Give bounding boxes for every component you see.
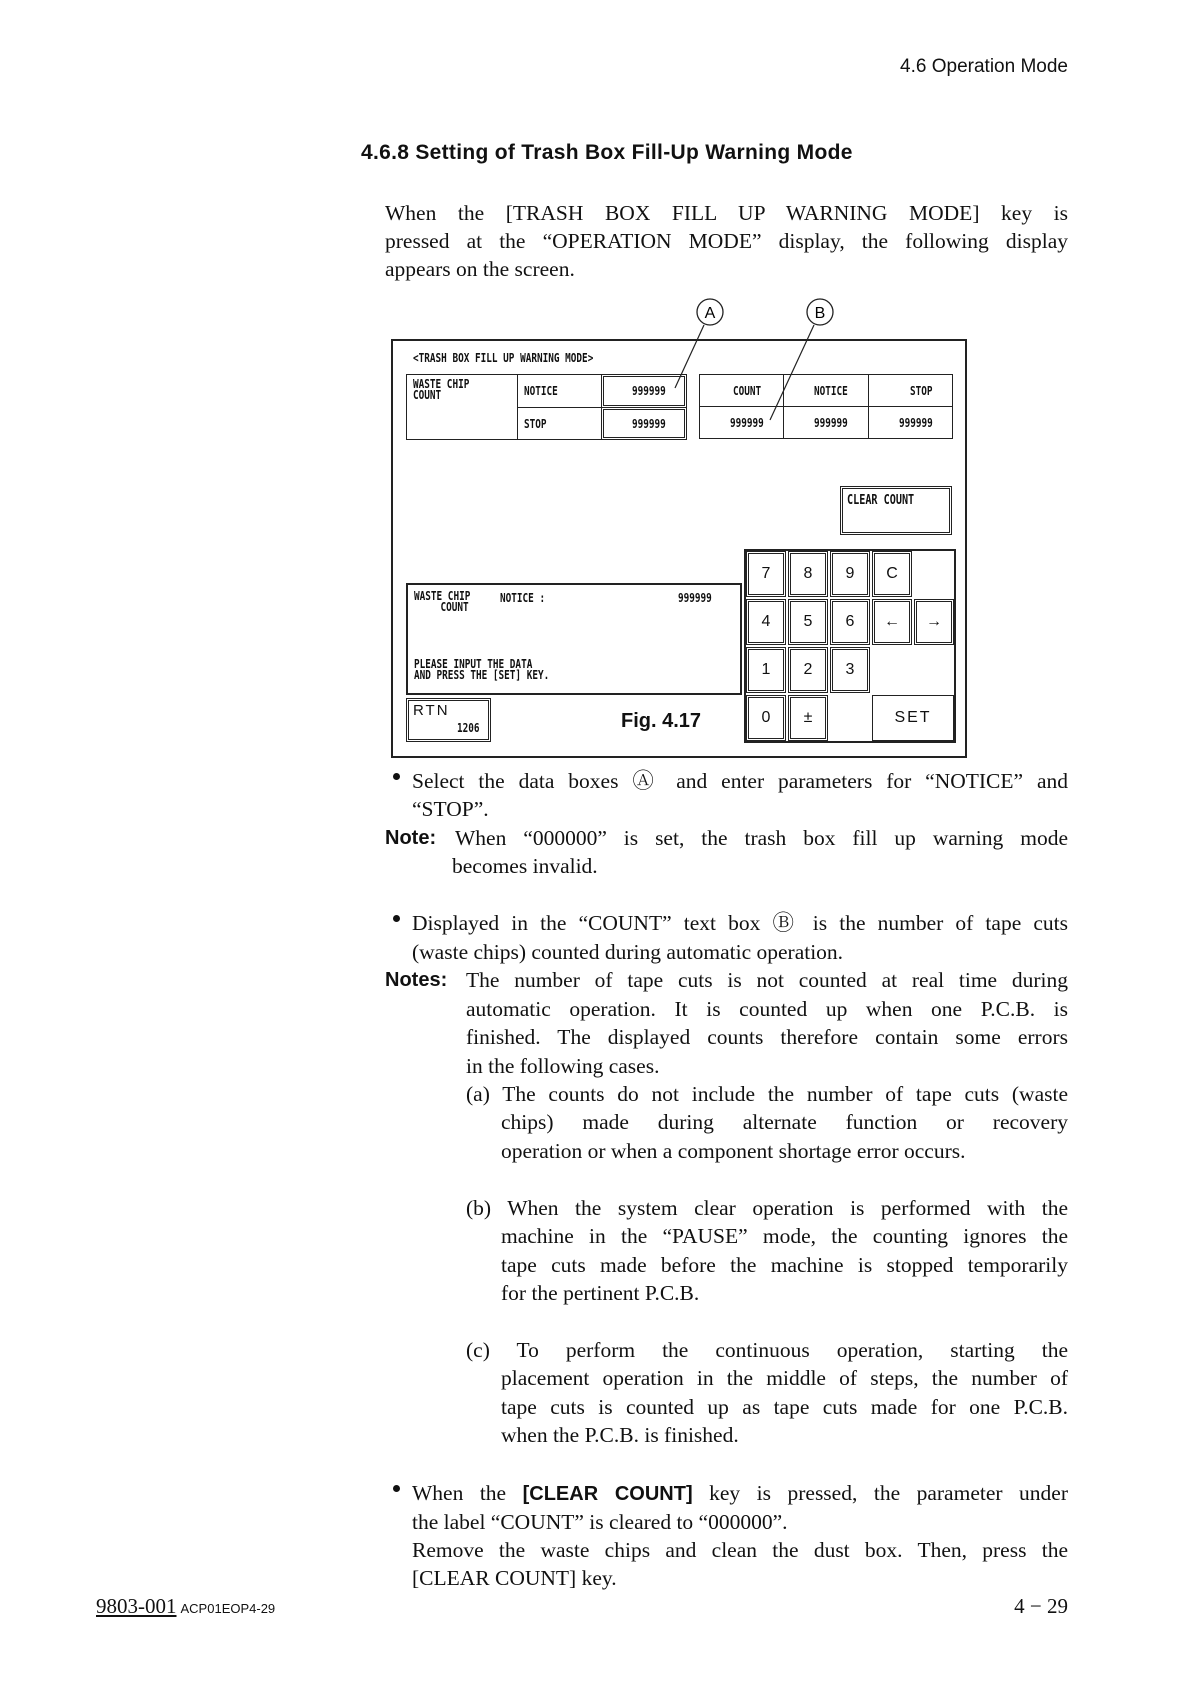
case-a-line: chips) made during alternate function or recovery (501, 1110, 1068, 1134)
intro-line: appears on the screen. (385, 257, 575, 281)
footer-doc: 9803-001 ACP01EOP4-29 (96, 1594, 276, 1618)
label-waste-chip: WASTE CHIP (413, 377, 470, 391)
case-a-line: operation or when a component shortage error occurs. (501, 1139, 966, 1163)
section-heading: 4.6.8 Setting of Trash Box Fill-Up Warning Mode (361, 141, 853, 164)
notes-line: finished. The displayed counts therefore contain some errors (466, 1025, 1068, 1049)
callout-b-label: B (814, 305, 826, 322)
key-9[interactable]: 9 (830, 551, 870, 597)
bullet2-line: (waste chips) counted during automatic operation. (412, 940, 844, 964)
key-0[interactable]: 0 (746, 695, 786, 741)
key-left-arrow[interactable]: ← (872, 599, 912, 645)
notes-line: automatic operation. It is counted up when one P.C.B. is (466, 997, 1068, 1021)
prompt-line: AND PRESS THE [SET] KEY. (414, 668, 550, 682)
intro-line: When the [TRASH BOX FILL UP WARNING MODE] key is (385, 201, 1068, 225)
set-button[interactable]: SET (872, 695, 954, 741)
note-line: becomes invalid. (452, 854, 598, 878)
screen-title: <TRASH BOX FILL UP WARNING MODE> (413, 351, 594, 365)
key-6[interactable]: 6 (830, 599, 870, 645)
key-plus-minus[interactable]: ± (788, 695, 828, 741)
case-b-line: for the pertinent P.C.B. (501, 1281, 700, 1305)
bullet2-line: Displayed in the “COUNT” text box Ⓑ is the number of tape cuts (412, 911, 1068, 935)
intro-line: pressed at the “OPERATION MODE” display, the following display (385, 229, 1068, 253)
label-count: COUNT (413, 388, 442, 402)
waste-chip-count-label-cell (406, 374, 518, 440)
bullet-icon (393, 915, 400, 922)
notes-line: The number of tape cuts is not counted at real time during (466, 968, 1068, 992)
key-5[interactable]: 5 (788, 599, 828, 645)
bullet1-line: “STOP”. (412, 797, 489, 821)
notice-label-cell: NOTICE (517, 374, 602, 408)
key-1[interactable]: 1 (746, 647, 786, 693)
key-7[interactable]: 7 (746, 551, 786, 597)
page-number: 4 − 29 (1014, 1594, 1068, 1618)
key-right-arrow[interactable]: → (914, 599, 954, 645)
bullet1-line: Select the data boxes Ⓐ and enter parameters for “NOTICE” and (412, 769, 1068, 793)
case-c-line: (c) To perform the continuous operation, starting the (466, 1338, 1068, 1362)
bullet-icon (393, 773, 400, 780)
bullet-icon (393, 1485, 400, 1492)
remove-line: [CLEAR COUNT] key. (412, 1566, 617, 1590)
stop-label-cell: STOP (517, 407, 602, 440)
case-a-line: (a) The counts do not include the number of tape cuts (waste (466, 1082, 1068, 1106)
message-value: 999999 (678, 591, 712, 605)
count-value: 999999 (699, 406, 784, 439)
note-line: When “000000” is set, the trash box fill up warning mode (455, 826, 1068, 850)
message-box: WASTE CHIP COUNT NOTICE : 999999 PLEASE INPUT THE DATA AND PRESS THE [SET] KEY. (406, 583, 742, 695)
count-header: COUNT (699, 374, 784, 407)
notes-label: Notes: (385, 969, 448, 991)
message-field: NOTICE : (500, 591, 546, 605)
stop-header: STOP (868, 374, 953, 407)
case-c-line: placement operation in the middle of steps, the number of (501, 1366, 1068, 1390)
case-b-line: tape cuts made before the machine is stopped temporarily (501, 1253, 1068, 1277)
bullet3-line: When the [CLEAR COUNT] key is pressed, the parameter under (412, 1481, 1068, 1505)
key-2[interactable]: 2 (788, 647, 828, 693)
stop-value-input[interactable]: 999999 (601, 407, 687, 440)
screen-figure (391, 339, 967, 758)
return-button[interactable]: RTN 1206 (406, 698, 491, 742)
case-c-line: when the P.C.B. is finished. (501, 1423, 739, 1447)
clear-count-button[interactable]: CLEAR COUNT (840, 486, 952, 535)
key-8[interactable]: 8 (788, 551, 828, 597)
callout-a-label: A (704, 305, 716, 322)
stop-current-value: 999999 (868, 406, 953, 439)
notice-current-value: 999999 (783, 406, 869, 439)
note-label: Note: (385, 827, 437, 849)
clear-count-key-ref: [CLEAR COUNT] (522, 1483, 693, 1505)
case-c-line: tape cuts is counted up as tape cuts made for one P.C.B. (501, 1395, 1068, 1419)
figure-caption: Fig. 4.17 (621, 710, 702, 732)
notice-value-input[interactable]: 999999 (601, 374, 687, 408)
remove-line: Remove the waste chips and clean the dust box. Then, press the (412, 1538, 1068, 1562)
notes-line: in the following cases. (466, 1054, 660, 1078)
key-3[interactable]: 3 (830, 647, 870, 693)
case-b-line: machine in the “PAUSE” mode, the counting ignores the (501, 1224, 1068, 1248)
case-b-line: (b) When the system clear operation is performed with the (466, 1196, 1068, 1220)
prompt-line: PLEASE INPUT THE DATA (414, 657, 533, 671)
key-clear[interactable]: C (872, 551, 912, 597)
notice-header: NOTICE (783, 374, 869, 407)
running-header: 4.6 Operation Mode (900, 56, 1068, 77)
key-4[interactable]: 4 (746, 599, 786, 645)
bullet3-line: the label “COUNT” is cleared to “000000”. (412, 1510, 788, 1534)
